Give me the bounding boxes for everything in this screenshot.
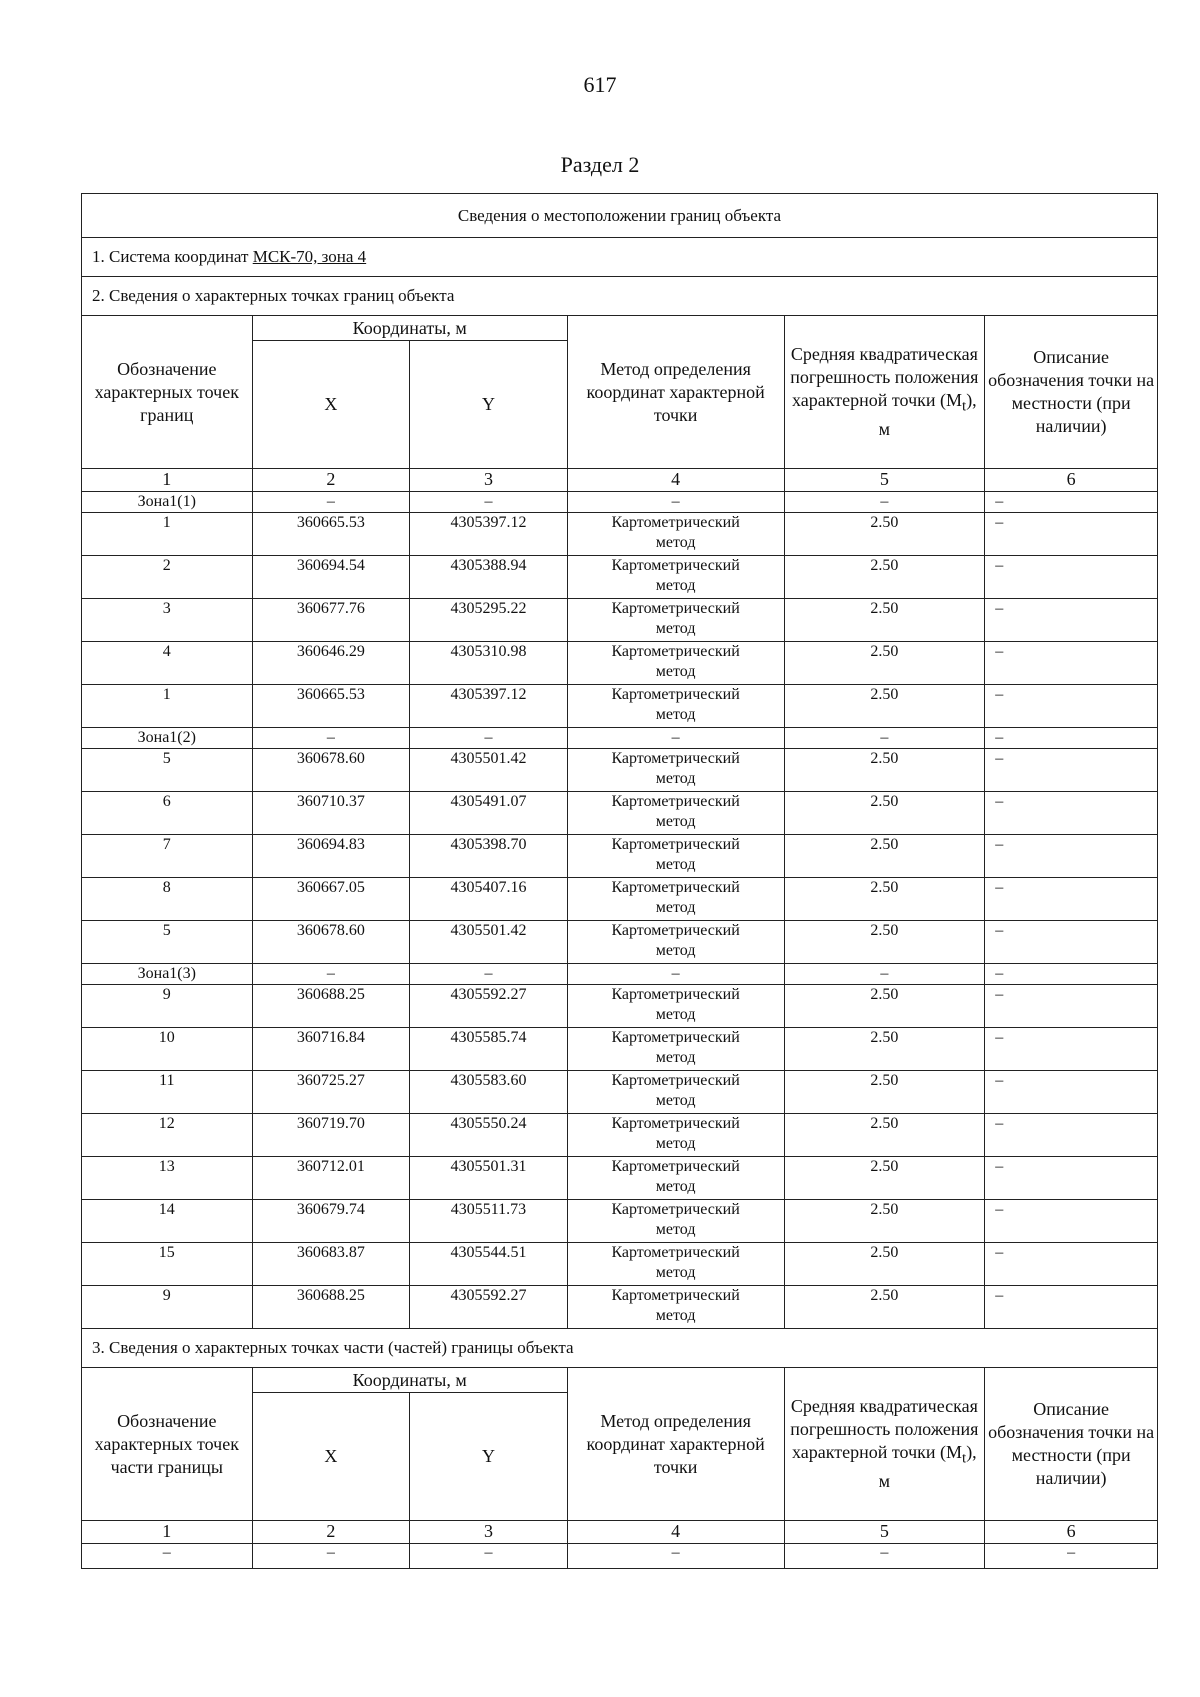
table-row	[82, 642, 1158, 685]
column-numbers-row	[82, 469, 1158, 492]
header-method: Метод определения координат характерной точки	[567, 316, 784, 469]
section-title: Раздел 2	[560, 152, 640, 177]
column-number: 5	[784, 469, 985, 492]
empty-part-row	[82, 1544, 1158, 1569]
description-cell: –	[985, 685, 1158, 728]
coord-system-label: 1. Система координат	[92, 247, 253, 266]
empty-cell: –	[82, 1544, 253, 1569]
method-text: Картометрический	[611, 643, 740, 660]
page-number: 617	[583, 72, 617, 97]
method-cell	[567, 1157, 784, 1200]
y-coordinate: 4305397.12	[410, 685, 568, 728]
x-coordinate: 360694.83	[252, 835, 410, 878]
dash-cell: –	[567, 964, 784, 985]
dash-cell: –	[784, 964, 985, 985]
y-coordinate: 4305592.27	[410, 985, 568, 1028]
y-coordinate: 4305550.24	[410, 1114, 568, 1157]
header-description: Описание обозначения точки на местности (при наличии)	[985, 316, 1158, 469]
description-cell: –	[985, 749, 1158, 792]
column-number: 4	[567, 469, 784, 492]
method-text: Картометрический	[611, 986, 740, 1003]
zone-name: Зона1(2)	[82, 728, 253, 749]
point-number: 3	[82, 599, 253, 642]
method-cell	[567, 1114, 784, 1157]
point-number: 13	[82, 1157, 253, 1200]
header-error-part	[784, 1368, 985, 1521]
method-text: Картометрический	[611, 1287, 740, 1304]
column-number: 2	[252, 1521, 410, 1544]
header-coordinates: Координаты, м	[252, 316, 567, 341]
error-value: 2.50	[784, 749, 985, 792]
table-row	[82, 921, 1158, 964]
point-number: 1	[82, 513, 253, 556]
x-coordinate: 360679.74	[252, 1200, 410, 1243]
dash-cell: –	[252, 728, 410, 749]
description-cell: –	[985, 599, 1158, 642]
header-y-part: Y	[410, 1393, 568, 1521]
table-row	[82, 1071, 1158, 1114]
description-cell: –	[985, 642, 1158, 685]
header-error-symbol: (M	[940, 1441, 963, 1462]
x-coordinate: 360688.25	[252, 1286, 410, 1329]
description-cell: –	[985, 1243, 1158, 1286]
method-cell	[567, 1286, 784, 1329]
error-value: 2.50	[784, 878, 985, 921]
point-number: 5	[82, 749, 253, 792]
zone-name: Зона1(3)	[82, 964, 253, 985]
header-point-designation: Обозначение характерных точек границ	[82, 316, 253, 469]
description-cell: –	[985, 1028, 1158, 1071]
method-text: метод	[655, 770, 696, 787]
point-number: 1	[82, 685, 253, 728]
x-coordinate: 360710.37	[252, 792, 410, 835]
y-coordinate: 4305544.51	[410, 1243, 568, 1286]
method-text: Картометрический	[611, 793, 740, 810]
method-text: метод	[655, 620, 696, 637]
zone-row	[82, 728, 1158, 749]
y-coordinate: 4305585.74	[410, 1028, 568, 1071]
point-number: 2	[82, 556, 253, 599]
method-text: метод	[655, 1221, 696, 1238]
method-text: Картометрический	[611, 879, 740, 896]
method-text: Картометрический	[611, 514, 740, 531]
point-number: 10	[82, 1028, 253, 1071]
coord-system-row	[82, 238, 1158, 277]
method-text: Картометрический	[611, 1158, 740, 1175]
method-text: Картометрический	[611, 557, 740, 574]
method-text: Картометрический	[611, 600, 740, 617]
zones-body	[82, 492, 1158, 1329]
method-cell	[567, 985, 784, 1028]
method-text: метод	[655, 1135, 696, 1152]
method-text: метод	[655, 1178, 696, 1195]
header-x: X	[252, 341, 410, 469]
method-cell	[567, 513, 784, 556]
error-value: 2.50	[784, 985, 985, 1028]
point-number: 4	[82, 642, 253, 685]
description-cell: –	[985, 985, 1158, 1028]
x-coordinate: 360719.70	[252, 1114, 410, 1157]
method-text: Картометрический	[611, 750, 740, 767]
column-number: 3	[410, 1521, 568, 1544]
method-cell	[567, 749, 784, 792]
zone-name: Зона1(1)	[82, 492, 253, 513]
x-coordinate: 360667.05	[252, 878, 410, 921]
x-coordinate: 360678.60	[252, 921, 410, 964]
y-coordinate: 4305583.60	[410, 1071, 568, 1114]
method-text: метод	[655, 663, 696, 680]
header-error-text: Средняя квадратическая погрешность положения характерной точки	[790, 343, 979, 410]
method-cell	[567, 556, 784, 599]
header-method-part: Метод определения координат характерной точки	[567, 1368, 784, 1521]
error-value: 2.50	[784, 1286, 985, 1329]
method-text: метод	[655, 813, 696, 830]
y-coordinate: 4305491.07	[410, 792, 568, 835]
x-coordinate: 360688.25	[252, 985, 410, 1028]
table-row	[82, 749, 1158, 792]
column-number: 1	[82, 1521, 253, 1544]
method-text: метод	[655, 534, 696, 551]
description-cell: –	[985, 835, 1158, 878]
y-coordinate: 4305310.98	[410, 642, 568, 685]
header-y: Y	[410, 341, 568, 469]
method-text: метод	[655, 1264, 696, 1281]
dash-cell: –	[567, 492, 784, 513]
method-cell	[567, 642, 784, 685]
error-value: 2.50	[784, 556, 985, 599]
empty-cell: –	[252, 1544, 410, 1569]
column-number: 4	[567, 1521, 784, 1544]
description-cell: –	[985, 1157, 1158, 1200]
method-text: метод	[655, 706, 696, 723]
column-number: 3	[410, 469, 568, 492]
x-coordinate: 360665.53	[252, 513, 410, 556]
column-number: 2	[252, 469, 410, 492]
table-row	[82, 835, 1158, 878]
column-number: 6	[985, 469, 1158, 492]
dash-cell: –	[252, 964, 410, 985]
y-coordinate: 4305511.73	[410, 1200, 568, 1243]
description-cell: –	[985, 921, 1158, 964]
method-cell	[567, 1243, 784, 1286]
method-cell	[567, 685, 784, 728]
description-cell: –	[985, 513, 1158, 556]
method-cell	[567, 878, 784, 921]
table-row	[82, 556, 1158, 599]
description-cell: –	[985, 1286, 1158, 1329]
method-text: Картометрический	[611, 1244, 740, 1261]
x-coordinate: 360665.53	[252, 685, 410, 728]
method-cell	[567, 921, 784, 964]
method-text: Картометрический	[611, 922, 740, 939]
method-text: метод	[655, 1049, 696, 1066]
table-row	[82, 599, 1158, 642]
x-coordinate: 360712.01	[252, 1157, 410, 1200]
point-number: 11	[82, 1071, 253, 1114]
method-text: метод	[655, 856, 696, 873]
description-cell: –	[985, 792, 1158, 835]
description-cell: –	[985, 1200, 1158, 1243]
point-number: 5	[82, 921, 253, 964]
boundary-table	[81, 193, 1158, 1569]
error-value: 2.50	[784, 599, 985, 642]
section3-title: 3. Сведения о характерных точках части (частей) границы объекта	[82, 1329, 1158, 1368]
table-row	[82, 1243, 1158, 1286]
method-text: Картометрический	[611, 1029, 740, 1046]
table-row	[82, 513, 1158, 556]
empty-cell: –	[567, 1544, 784, 1569]
dash-cell: –	[410, 492, 568, 513]
dash-cell: –	[410, 728, 568, 749]
method-text: Картометрический	[611, 1072, 740, 1089]
error-value: 2.50	[784, 1243, 985, 1286]
table-row	[82, 685, 1158, 728]
table-row	[82, 1286, 1158, 1329]
y-coordinate: 4305388.94	[410, 556, 568, 599]
dash-cell: –	[985, 728, 1158, 749]
table-row	[82, 1157, 1158, 1200]
zone-row	[82, 492, 1158, 513]
description-cell: –	[985, 1114, 1158, 1157]
table-row	[82, 1028, 1158, 1071]
x-coordinate: 360694.54	[252, 556, 410, 599]
table-row	[82, 985, 1158, 1028]
dash-cell: –	[410, 964, 568, 985]
method-text: метод	[655, 942, 696, 959]
method-text: Картометрический	[611, 1201, 740, 1218]
description-cell: –	[985, 878, 1158, 921]
y-coordinate: 4305295.22	[410, 599, 568, 642]
error-value: 2.50	[784, 835, 985, 878]
point-number: 9	[82, 985, 253, 1028]
x-coordinate: 360683.87	[252, 1243, 410, 1286]
zone-row	[82, 964, 1158, 985]
column-number: 6	[985, 1521, 1158, 1544]
method-cell	[567, 599, 784, 642]
coord-system-value: МСК-70, зона 4	[252, 247, 367, 266]
column-number: 5	[784, 1521, 985, 1544]
error-value: 2.50	[784, 1028, 985, 1071]
x-coordinate: 360716.84	[252, 1028, 410, 1071]
method-cell	[567, 1200, 784, 1243]
y-coordinate: 4305501.42	[410, 749, 568, 792]
point-number: 6	[82, 792, 253, 835]
header-description-part: Описание обозначения точки на местности (при наличии)	[985, 1368, 1158, 1521]
dash-cell: –	[985, 964, 1158, 985]
header-x-part: X	[252, 1393, 410, 1521]
error-value: 2.50	[784, 1200, 985, 1243]
header-error-sub: t	[962, 398, 967, 415]
header-coordinates-part: Координаты, м	[252, 1368, 567, 1393]
method-cell	[567, 835, 784, 878]
column-number: 1	[82, 469, 253, 492]
method-cell	[567, 792, 784, 835]
error-value: 2.50	[784, 1157, 985, 1200]
header-error-unit: ), м	[878, 389, 977, 440]
table-row	[82, 1200, 1158, 1243]
y-coordinate: 4305592.27	[410, 1286, 568, 1329]
method-text: метод	[655, 1092, 696, 1109]
y-coordinate: 4305501.31	[410, 1157, 568, 1200]
description-cell: –	[985, 1071, 1158, 1114]
dash-cell: –	[252, 492, 410, 513]
method-text: метод	[655, 1307, 696, 1324]
table-row	[82, 878, 1158, 921]
empty-cell: –	[410, 1544, 568, 1569]
x-coordinate: 360725.27	[252, 1071, 410, 1114]
empty-cell: –	[985, 1544, 1158, 1569]
point-number: 15	[82, 1243, 253, 1286]
header-point-designation-part: Обозначение характерных точек части границы	[82, 1368, 253, 1521]
y-coordinate: 4305501.42	[410, 921, 568, 964]
header-error-text: Средняя квадратическая погрешность положения характерной точки	[790, 1395, 979, 1462]
y-coordinate: 4305398.70	[410, 835, 568, 878]
x-coordinate: 360646.29	[252, 642, 410, 685]
header-error-sub: t	[962, 1450, 967, 1467]
error-value: 2.50	[784, 642, 985, 685]
method-cell	[567, 1028, 784, 1071]
error-value: 2.50	[784, 921, 985, 964]
method-text: метод	[655, 1006, 696, 1023]
description-cell: –	[985, 556, 1158, 599]
method-text: Картометрический	[611, 1115, 740, 1132]
x-coordinate: 360677.76	[252, 599, 410, 642]
point-number: 8	[82, 878, 253, 921]
column-numbers-row-part	[82, 1521, 1158, 1544]
point-number: 12	[82, 1114, 253, 1157]
point-number: 9	[82, 1286, 253, 1329]
header-error-unit: ), м	[878, 1441, 977, 1492]
error-value: 2.50	[784, 1114, 985, 1157]
table-row	[82, 792, 1158, 835]
table-caption: Сведения о местоположении границ объекта	[82, 194, 1158, 238]
dash-cell: –	[567, 728, 784, 749]
error-value: 2.50	[784, 792, 985, 835]
header-error-symbol: (M	[940, 389, 963, 410]
x-coordinate: 360678.60	[252, 749, 410, 792]
dash-cell: –	[985, 492, 1158, 513]
empty-cell: –	[784, 1544, 985, 1569]
point-number: 7	[82, 835, 253, 878]
method-text: Картометрический	[611, 836, 740, 853]
method-cell	[567, 1071, 784, 1114]
point-number: 14	[82, 1200, 253, 1243]
header-error	[784, 316, 985, 469]
method-text: метод	[655, 577, 696, 594]
dash-cell: –	[784, 492, 985, 513]
y-coordinate: 4305407.16	[410, 878, 568, 921]
error-value: 2.50	[784, 685, 985, 728]
error-value: 2.50	[784, 513, 985, 556]
y-coordinate: 4305397.12	[410, 513, 568, 556]
section2-title: 2. Сведения о характерных точках границ объекта	[82, 277, 1158, 316]
table-row	[82, 1114, 1158, 1157]
error-value: 2.50	[784, 1071, 985, 1114]
dash-cell: –	[784, 728, 985, 749]
method-text: метод	[655, 899, 696, 916]
method-text: Картометрический	[611, 686, 740, 703]
